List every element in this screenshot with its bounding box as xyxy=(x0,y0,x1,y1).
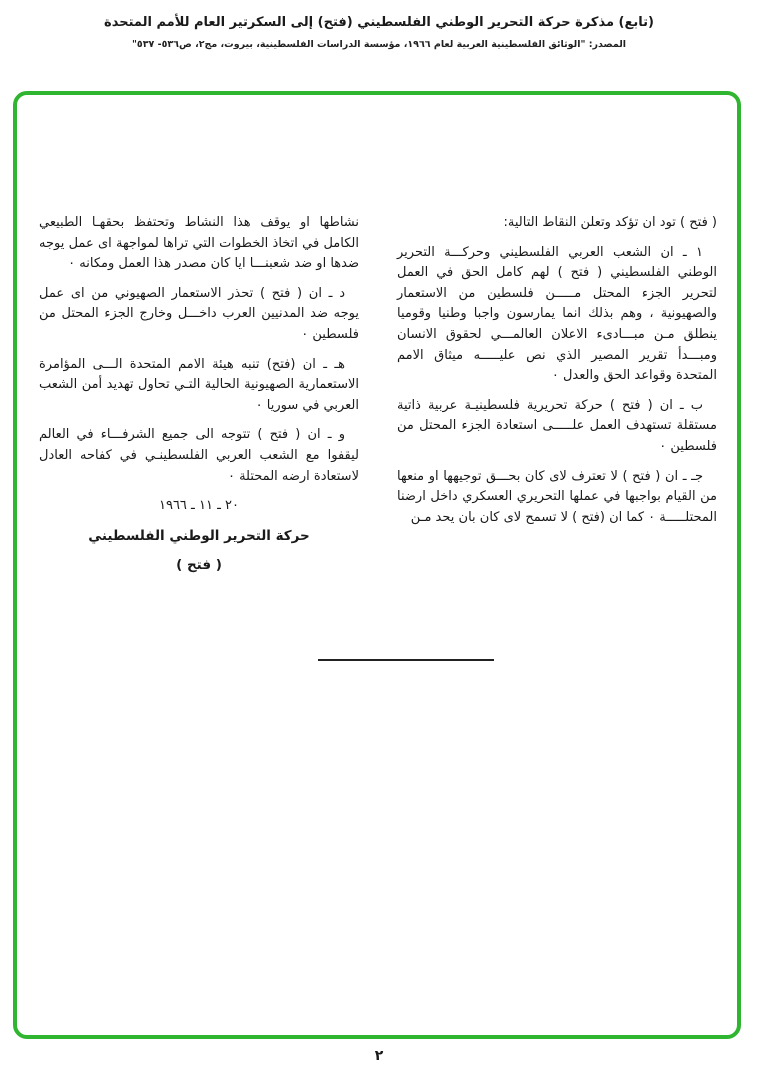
header-source-citation: المصدر: "الوثائق الفلسطينية العربية لعام ١٩٦٦، مؤسسة الدراسات الفلسطينية، بيروت، مج٢، ص٥٣٦- ٥٣٧" xyxy=(131,38,627,50)
paragraph-point-d: د ـ ان ( فتح ) تحذر الاستعمار الصهيوني من اى عمل يوجه ضد المدنيين العرب داخـــل وخارج الجزء المحتل من فلسطين ٠ xyxy=(39,285,359,342)
document-date: ٢٠ ـ ١١ ـ ١٩٦٦ xyxy=(158,498,240,514)
paragraph-point-j: جـ ـ ان ( فتح ) لا تعترف لاى كان بحـــق توجيهها او منعها من القيام بواجبها في عملها التحريري العسكري داخل ارضنا المحتلـــــة ٠ كما ان (فتح ) لا تسمح لاى كان بان يحد مـن xyxy=(397,468,717,525)
header-title: (تابع) مذكرة حركة التحرير الوطني الفلسطيني (فتح) إلى السكرتير العام للأمم المتحدة xyxy=(104,15,654,30)
paragraph-point-b: ب ـ ان ( فتح ) حركة تحريرية فلسطينيـة عربية ذاتية مستقلة تستهدف العمل علـــــى استعادة الجزء المحتل من فلسطين ٠ xyxy=(397,397,717,454)
paragraph-continuation: نشاطها او يوقف هذا النشاط وتحتفظ بحقهـا الطبيعي الكامل في اتخاذ الخطوات التي تراها لمواجهة اى عمل يوجه ضدها او ضد شعبنـــا ايا كان مصدر هذا العمل ومكانه ٠ xyxy=(39,215,359,272)
paragraph-intro: ( فتح ) تود ان تؤكد وتعلن النقاط التالية: xyxy=(503,215,717,230)
signature-organization: حركة التحرير الوطني الفلسطيني xyxy=(88,527,310,544)
green-border-frame xyxy=(13,91,741,1039)
text-columns xyxy=(17,95,737,585)
signature-name: ( فتح ) xyxy=(176,557,222,574)
paragraph-point-1: ١ ـ ان الشعب العربي الفلسطيني وحركـــة التحرير الوطني الفلسطيني ( فتح ) لهم كامل الحق في العمل لتحرير الجزء المحتل مـــــن فلسطين من الاستعمار والصهيونية ، وهم بذلك انما يمارسون واجبا وطنيا وقوميا ينطلق مـن مبـــادىء الاعلان العالمـــي لحقوق الانسان ومبـــدأ تقرير المصير الذي نص عليـــــه ميثاق الامم المتحدة وقواعد الحق والعدل ٠ xyxy=(397,244,717,384)
column-right xyxy=(397,213,717,585)
section-divider-line xyxy=(318,659,494,661)
paragraph-point-h: هـ ـ ان (فتح) تنبه هيئة الامم المتحدة الـــى المؤامرة الاستعمارية الصهيونية الحالية التـي تحاول تهديد أمن الشعب العربي في سوريا ٠ xyxy=(39,356,359,413)
column-left xyxy=(39,213,359,585)
page-number: ٢ xyxy=(374,1048,384,1064)
paragraph-point-w: و ـ ان ( فتح ) تتوجه الى جميع الشرفـــاء في العالم ليقفوا مع الشعب العربي الفلسطينـي في كفاحه العادل لاستعادة ارضه المحتلة ٠ xyxy=(39,427,359,484)
document-header xyxy=(0,13,758,50)
